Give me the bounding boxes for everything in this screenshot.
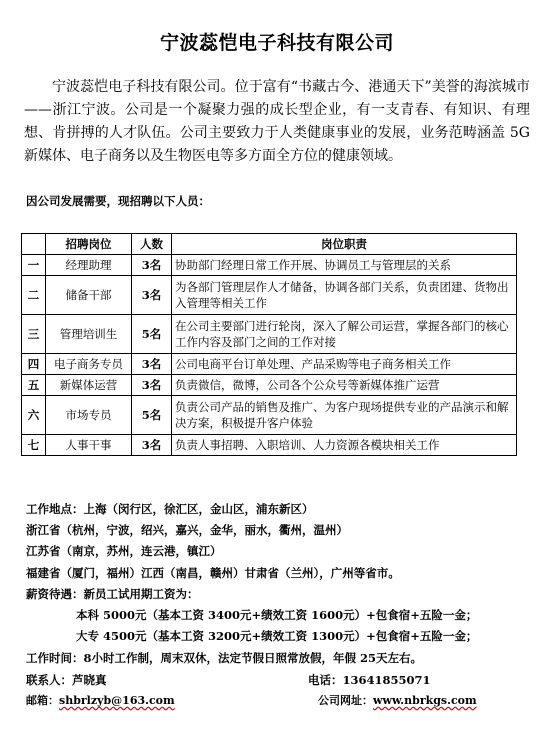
email-address[interactable]: shbrlzyb@163.com — [59, 694, 175, 707]
row-duty: 负责公司产品的销售及推广、为客户现场提供专业的产品演示和解决方案，积极提升客户体验 — [172, 396, 517, 435]
intro-paragraph: 宁波蕊恺电子科技有限公司。位于富有“书藏古今、港通天下”美誉的海滨城市——浙江宁波。公司是一个凝聚力强的成长型企业，有一支青春、有知识、有理想、肯拼搏的人才队伍。公司主要致力于人类健康事业的发展，业务范畴涵盖 5G新媒体、电子商务以及生物医电等多方面全方位的健康领域。 — [24, 79, 530, 164]
work-location: 工作地点：上海（闵行区，徐汇区，金山区，浦东新区） — [26, 502, 314, 516]
row-count: 3名 — [132, 276, 172, 315]
work-hours: 工作时间：8小时工作制，周末双休，法定节假日照常放假，年假 25天左右。 — [26, 651, 423, 665]
contact-email — [26, 692, 175, 708]
row-no: 三 — [22, 315, 46, 354]
header-count: 人数 — [132, 234, 172, 255]
row-position: 市场专员 — [46, 396, 132, 435]
salary-bachelor: 本科 5000元（基本工资 3400元+绩效工资 1600元）+包食宿+五险一金； — [76, 608, 478, 622]
row-duty: 在公司主要部门进行轮岗，深入了解公司运营，掌握各部门的核心工作内容及部门之间的工作对接 — [172, 315, 517, 354]
table-row — [22, 354, 517, 375]
contact-phone: 电话：13641855071 — [308, 673, 431, 687]
row-duty: 协助部门经理日常工作开展、协调员工与管理层的关系 — [172, 255, 517, 276]
row-duty: 公司电商平台订单处理、产品采购等电子商务相关工作 — [172, 354, 517, 375]
work-location-zhejiang: 浙江省（杭州，宁波，绍兴，嘉兴，金华，丽水，衢州，温州） — [26, 523, 348, 537]
table-row — [22, 435, 517, 456]
row-count: 3名 — [132, 375, 172, 396]
table-row — [22, 375, 517, 396]
header-position: 招聘岗位 — [46, 234, 132, 255]
row-position: 人事干事 — [46, 435, 132, 456]
table-row — [22, 276, 517, 315]
row-no: 二 — [22, 276, 46, 315]
row-no: 四 — [22, 354, 46, 375]
row-position: 管理培训生 — [46, 315, 132, 354]
table-row — [22, 396, 517, 435]
table-row — [22, 315, 517, 354]
header-no — [22, 234, 46, 255]
website-address[interactable]: www.nbrkgs.com — [373, 694, 477, 707]
salary-college: 大专 4500元（基本工资 3200元+绩效工资 1300元）+包食宿+五险一金； — [76, 629, 478, 643]
contact-person: 联系人：芦晓真 — [26, 673, 107, 687]
jobs-table — [21, 233, 517, 456]
row-count: 3名 — [132, 435, 172, 456]
row-count: 3名 — [132, 354, 172, 375]
salary-heading: 薪资待遇：新员工试用期工资为： — [26, 587, 199, 601]
contact-website — [318, 692, 477, 708]
row-position: 经理助理 — [46, 255, 132, 276]
work-location-jiangsu: 江苏省（南京，苏州，连云港，镇江） — [26, 544, 222, 558]
row-position: 电子商务专员 — [46, 354, 132, 375]
table-header-row — [22, 234, 517, 255]
row-duty: 为各部门管理层作人才储备，协调各部门关系，负责团建、货物出入管理等相关工作 — [172, 276, 517, 315]
row-no: 七 — [22, 435, 46, 456]
recruit-heading: 因公司发展需要，现招聘以下人员： — [26, 194, 210, 208]
email-label: 邮箱： — [26, 694, 59, 707]
table-row — [22, 255, 517, 276]
row-no: 六 — [22, 396, 46, 435]
row-position: 储备干部 — [46, 276, 132, 315]
website-label: 公司网址： — [318, 694, 373, 707]
row-count: 3名 — [132, 255, 172, 276]
header-duty: 岗位职责 — [172, 234, 517, 255]
row-count: 5名 — [132, 315, 172, 354]
row-duty: 负责人事招聘、入职培训、人力资源各模块相关工作 — [172, 435, 517, 456]
page-title: 宁波蕊恺电子科技有限公司 — [159, 32, 394, 54]
row-no: 一 — [22, 255, 46, 276]
row-count: 5名 — [132, 396, 172, 435]
row-position: 新媒体运营 — [46, 375, 132, 396]
work-location-other: 福建省（厦门，福州）江西（南昌，赣州）甘肃省（兰州），广州等省市。 — [26, 566, 400, 580]
row-duty: 负责微信，微博，公司各个公众号等新媒体推广运营 — [172, 375, 517, 396]
row-no: 五 — [22, 375, 46, 396]
